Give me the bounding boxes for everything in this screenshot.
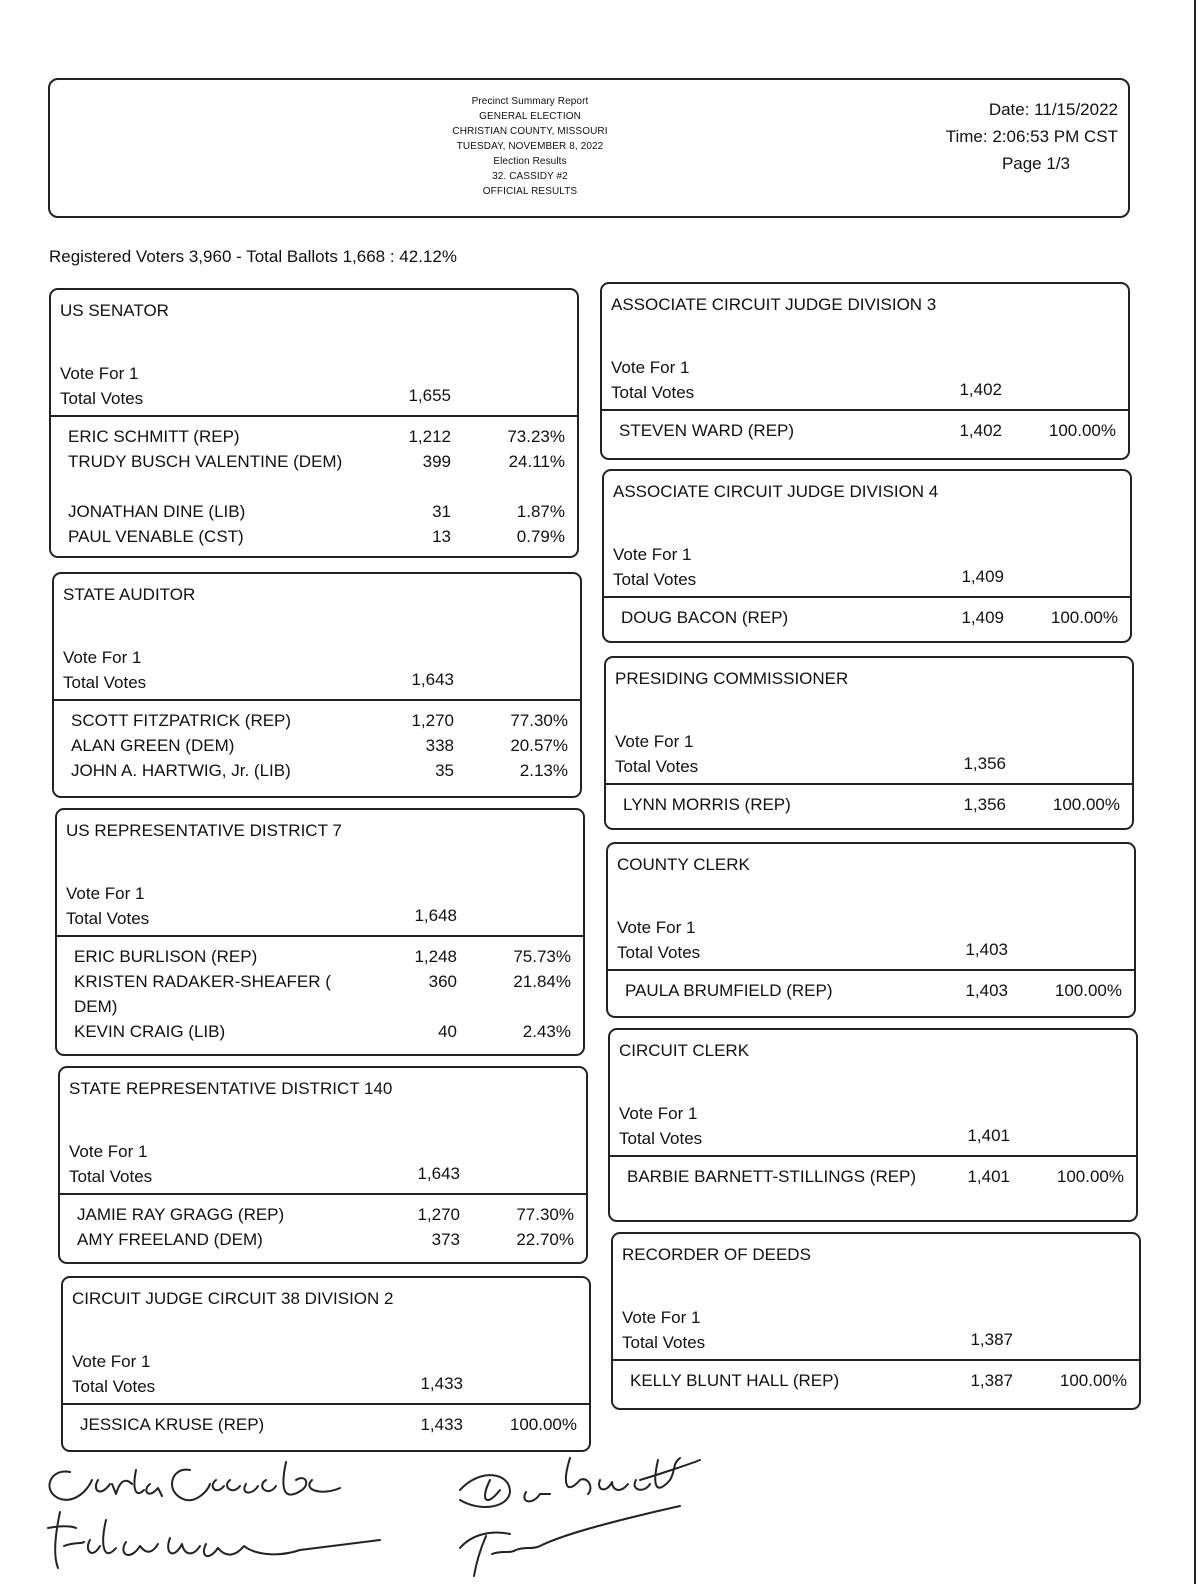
election-name: GENERAL ELECTION xyxy=(479,111,581,122)
candidate-row xyxy=(54,733,580,758)
candidate-row xyxy=(606,792,1132,817)
report-date: Date: 11/15/2022 xyxy=(988,100,1118,119)
candidate-percent: 24.11% xyxy=(508,452,565,471)
candidate-name: PAULA BRUMFIELD (REP) xyxy=(625,981,833,1000)
contest-circuit-clerk xyxy=(608,1028,1138,1222)
candidate-name: ERIC SCHMITT (REP) xyxy=(68,427,240,446)
candidate-list xyxy=(610,1164,1136,1214)
contest-title: US REPRESENTATIVE DISTRICT 7 xyxy=(66,821,342,840)
contest-county-clerk xyxy=(606,842,1136,1018)
candidate-row xyxy=(604,605,1130,630)
candidate-percent: 2.13% xyxy=(519,761,568,780)
candidate-votes: 360 xyxy=(428,972,457,991)
candidate-list xyxy=(602,418,1128,443)
contest-title: ASSOCIATE CIRCUIT JUDGE DIVISION 4 xyxy=(613,482,939,501)
candidate-votes: 373 xyxy=(431,1230,460,1249)
candidate-row xyxy=(610,1164,1136,1214)
candidate-list xyxy=(604,605,1130,630)
candidate-percent: 100.00% xyxy=(1059,1371,1127,1390)
candidate-name: KELLY BLUNT HALL (REP) xyxy=(630,1371,840,1390)
report-header-center xyxy=(380,94,680,199)
candidate-votes: 1,270 xyxy=(417,1205,460,1224)
candidate-row xyxy=(613,1368,1139,1393)
report-type: Election Results xyxy=(493,156,567,167)
candidate-name: DOUG BACON (REP) xyxy=(621,608,789,627)
precinct-name: 32. CASSIDY #2 xyxy=(492,171,568,182)
report-time: Time: 2:06:53 PM CST xyxy=(945,127,1118,146)
results-divider xyxy=(613,1359,1139,1361)
candidate-votes: 1,356 xyxy=(963,795,1006,814)
vote-for-label: Vote For 1 xyxy=(615,732,694,751)
candidate-votes: 338 xyxy=(425,736,454,755)
total-votes-label: Total Votes xyxy=(619,1129,703,1148)
candidate-percent: 100.00% xyxy=(1050,608,1118,627)
candidate-list xyxy=(60,1202,586,1252)
contest-title: US SENATOR xyxy=(60,301,169,320)
candidate-row xyxy=(51,449,577,499)
vote-for-label: Vote For 1 xyxy=(72,1352,151,1371)
election-date: TUESDAY, NOVEMBER 8, 2022 xyxy=(456,141,604,152)
results-divider xyxy=(608,969,1134,971)
page-edge-line xyxy=(1194,0,1196,1584)
candidate-name: TRUDY BUSCH VALENTINE (DEM) xyxy=(68,452,343,471)
candidate-list xyxy=(51,424,577,549)
candidate-percent: 73.23% xyxy=(507,427,565,446)
total-votes-value: 1,387 xyxy=(970,1330,1013,1349)
contest-presiding-commissioner xyxy=(604,656,1134,830)
candidate-row xyxy=(602,418,1128,443)
official-signatures xyxy=(40,1450,720,1580)
contest-title: ASSOCIATE CIRCUIT JUDGE DIVISION 3 xyxy=(611,295,937,314)
total-votes-value: 1,356 xyxy=(963,754,1006,773)
candidate-percent: 1.87% xyxy=(516,502,565,521)
candidate-list xyxy=(606,792,1132,817)
turnout-summary: Registered Voters 3,960 - Total Ballots 1,668 : 42.12% xyxy=(49,247,457,266)
results-divider xyxy=(60,1193,586,1195)
candidate-name: PAUL VENABLE (CST) xyxy=(68,527,244,546)
candidate-votes: 1,387 xyxy=(970,1371,1013,1390)
candidate-percent: 21.84% xyxy=(513,972,571,991)
candidate-percent: 100.00% xyxy=(1052,795,1120,814)
total-votes-label: Total Votes xyxy=(72,1377,156,1396)
contest-title: COUNTY CLERK xyxy=(617,855,750,874)
candidate-name: BARBIE BARNETT-STILLINGS (REP) xyxy=(627,1167,917,1186)
total-votes-label: Total Votes xyxy=(66,909,150,928)
contest-recorder-of-deeds xyxy=(611,1232,1141,1410)
total-votes-value: 1,402 xyxy=(959,380,1002,399)
report-header xyxy=(48,78,1130,218)
candidate-row xyxy=(54,708,580,733)
contest-title: PRESIDING COMMISSIONER xyxy=(615,669,849,688)
results-divider xyxy=(57,935,583,937)
candidate-name: JOHN A. HARTWIG, Jr. (LIB) xyxy=(71,761,291,780)
total-votes-value: 1,401 xyxy=(967,1126,1010,1145)
candidate-name: JAMIE RAY GRAGG (REP) xyxy=(77,1205,285,1224)
vote-for-label: Vote For 1 xyxy=(60,364,139,383)
report-header-meta xyxy=(878,96,1118,177)
total-votes-value: 1,433 xyxy=(420,1374,463,1393)
candidate-name: LYNN MORRIS (REP) xyxy=(623,795,791,814)
total-votes-value: 1,403 xyxy=(965,940,1008,959)
candidate-row xyxy=(608,978,1134,1003)
results-divider xyxy=(602,409,1128,411)
candidate-percent: 77.30% xyxy=(516,1205,574,1224)
signature-drawing xyxy=(40,1450,720,1580)
candidate-votes: 399 xyxy=(422,452,451,471)
contest-title: CIRCUIT CLERK xyxy=(619,1041,750,1060)
candidate-percent: 100.00% xyxy=(509,1415,577,1434)
results-divider xyxy=(606,783,1132,785)
candidate-name: STEVEN WARD (REP) xyxy=(619,421,795,440)
total-votes-value: 1,643 xyxy=(417,1164,460,1183)
vote-for-label: Vote For 1 xyxy=(69,1142,148,1161)
vote-for-label: Vote For 1 xyxy=(66,884,145,903)
total-votes-label: Total Votes xyxy=(617,943,701,962)
total-votes-value: 1,643 xyxy=(411,670,454,689)
results-divider xyxy=(51,415,577,417)
total-votes-value: 1,655 xyxy=(408,386,451,405)
candidate-percent: 2.43% xyxy=(522,1022,571,1041)
candidate-row xyxy=(63,1412,589,1437)
total-votes-value: 1,648 xyxy=(414,906,457,925)
candidate-votes: 13 xyxy=(432,527,451,546)
results-divider xyxy=(610,1155,1136,1157)
total-votes-label: Total Votes xyxy=(613,570,697,589)
page-number: Page 1/3 xyxy=(1001,154,1070,173)
candidate-name: KEVIN CRAIG (LIB) xyxy=(74,1022,226,1041)
candidate-votes: 1,402 xyxy=(959,421,1002,440)
results-status: OFFICIAL RESULTS xyxy=(482,186,578,197)
candidate-row xyxy=(57,969,583,1019)
candidate-name: ERIC BURLISON (REP) xyxy=(74,947,258,966)
vote-for-label: Vote For 1 xyxy=(622,1308,701,1327)
candidate-percent: 100.00% xyxy=(1048,421,1116,440)
candidate-name: JESSICA KRUSE (REP) xyxy=(80,1415,265,1434)
candidate-name: AMY FREELAND (DEM) xyxy=(77,1230,263,1249)
contest-circuit-judge-38-2 xyxy=(61,1276,591,1452)
signature-carla-essick xyxy=(49,1462,340,1500)
candidate-row xyxy=(60,1227,586,1252)
vote-for-label: Vote For 1 xyxy=(611,358,690,377)
total-votes-label: Total Votes xyxy=(69,1167,153,1186)
candidate-name: SCOTT FITZPATRICK (REP) xyxy=(71,711,292,730)
candidate-list xyxy=(63,1412,589,1437)
vote-for-label: Vote For 1 xyxy=(63,648,142,667)
report-title: Precinct Summary Report xyxy=(471,96,589,107)
total-votes-label: Total Votes xyxy=(63,673,147,692)
candidate-list xyxy=(608,978,1134,1003)
candidate-list xyxy=(57,944,583,1044)
total-votes-label: Total Votes xyxy=(615,757,699,776)
candidate-name: ALAN GREEN (DEM) xyxy=(71,736,235,755)
contest-title: CIRCUIT JUDGE CIRCUIT 38 DIVISION 2 xyxy=(72,1289,394,1308)
candidate-row xyxy=(51,424,577,449)
candidate-row xyxy=(60,1202,586,1227)
candidate-percent: 77.30% xyxy=(510,711,568,730)
candidate-row xyxy=(51,524,577,549)
candidate-row xyxy=(57,944,583,969)
total-votes-value: 1,409 xyxy=(961,567,1004,586)
candidate-percent: 20.57% xyxy=(510,736,568,755)
candidate-row xyxy=(51,499,577,524)
contest-state-auditor xyxy=(52,572,582,798)
candidate-votes: 1,212 xyxy=(408,427,451,446)
candidate-percent: 0.79% xyxy=(516,527,565,546)
candidate-votes: 1,248 xyxy=(414,947,457,966)
total-votes-label: Total Votes xyxy=(60,389,144,408)
contest-us-senator xyxy=(49,288,579,558)
results-divider xyxy=(63,1403,589,1405)
candidate-votes: 1,270 xyxy=(411,711,454,730)
candidate-name: KRISTEN RADAKER-SHEAFER ( DEM) xyxy=(74,972,331,1016)
candidate-votes: 40 xyxy=(438,1022,457,1041)
contest-assoc-judge-4 xyxy=(602,469,1132,643)
candidate-percent: 100.00% xyxy=(1056,1167,1124,1186)
total-votes-label: Total Votes xyxy=(611,383,695,402)
candidate-votes: 35 xyxy=(435,761,454,780)
results-divider xyxy=(604,596,1130,598)
candidate-percent: 22.70% xyxy=(516,1230,574,1249)
signature-don-russell xyxy=(460,1458,700,1507)
contest-us-rep-7 xyxy=(55,808,585,1056)
contest-title: STATE REPRESENTATIVE DISTRICT 140 xyxy=(69,1079,393,1098)
candidate-votes: 1,409 xyxy=(961,608,1004,627)
candidate-name: JONATHAN DINE (LIB) xyxy=(68,502,246,521)
candidate-percent: 75.73% xyxy=(513,947,571,966)
results-divider xyxy=(54,699,580,701)
vote-for-label: Vote For 1 xyxy=(613,545,692,564)
contest-title: STATE AUDITOR xyxy=(63,585,196,604)
candidate-votes: 31 xyxy=(432,502,451,521)
candidate-votes: 1,403 xyxy=(965,981,1008,1000)
jurisdiction: CHRISTIAN COUNTY, MISSOURI xyxy=(452,126,608,137)
signature-second-initials xyxy=(48,1512,380,1568)
candidate-row xyxy=(54,758,580,808)
signature-second-mark xyxy=(460,1506,680,1576)
contest-title: RECORDER OF DEEDS xyxy=(622,1245,811,1264)
contest-assoc-judge-3 xyxy=(600,282,1130,460)
candidate-votes: 1,433 xyxy=(420,1415,463,1434)
candidate-votes: 1,401 xyxy=(967,1167,1010,1186)
candidate-percent: 100.00% xyxy=(1054,981,1122,1000)
contest-state-rep-140 xyxy=(58,1066,588,1264)
candidate-list xyxy=(613,1368,1139,1393)
total-votes-label: Total Votes xyxy=(622,1333,706,1352)
vote-for-label: Vote For 1 xyxy=(619,1104,698,1123)
candidate-list xyxy=(54,708,580,808)
candidate-row xyxy=(57,1019,583,1044)
vote-for-label: Vote For 1 xyxy=(617,918,696,937)
